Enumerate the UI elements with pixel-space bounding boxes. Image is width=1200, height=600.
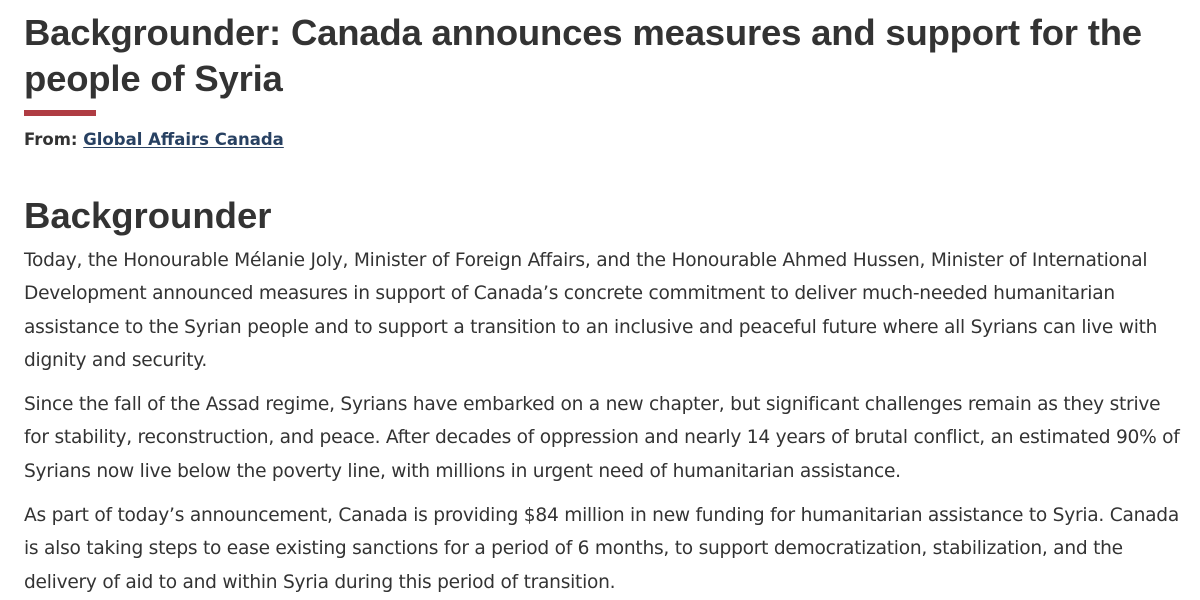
title-accent-bar (24, 110, 96, 116)
section-heading: Backgrounder (24, 195, 272, 236)
page-title: Backgrounder: Canada announces measures and support for the people of Syria (24, 12, 1142, 99)
paragraph-3: As part of today’s announcement, Canada is providing $84 million in new funding for humanitarian assistance to Syria. Canada is also taking steps to ease existing sanctions for a period of 6 months, to support democratization, stabilization, and the delivery of aid to and within Syria during this period of transition. (24, 505, 1180, 593)
department-link[interactable]: Global Affairs Canada (83, 130, 284, 149)
paragraph-2: Since the fall of the Assad regime, Syrians have embarked on a new chapter, but significant challenges remain as they strive for stability, reconstruction, and peace. After decades of oppression and nearly 14 years of brutal conflict, an estimated 90% of Syrians now live below the poverty line, with millions in urgent need of humanitarian assistance. (24, 394, 1180, 482)
paragraph-1: Today, the Honourable Mélanie Joly, Minister of Foreign Affairs, and the Honourable Ahmed Hussen, Minister of International Development announced measures in support of Canada’s concrete commitment to deliver much-needed humanitarian assistance to the Syrian people and to support a transition to an inclusive and peaceful future where all Syrians can live with dignity and security. (24, 250, 1158, 371)
article (24, 0, 1184, 599)
byline (24, 128, 1184, 152)
from-label: From: (24, 130, 78, 149)
